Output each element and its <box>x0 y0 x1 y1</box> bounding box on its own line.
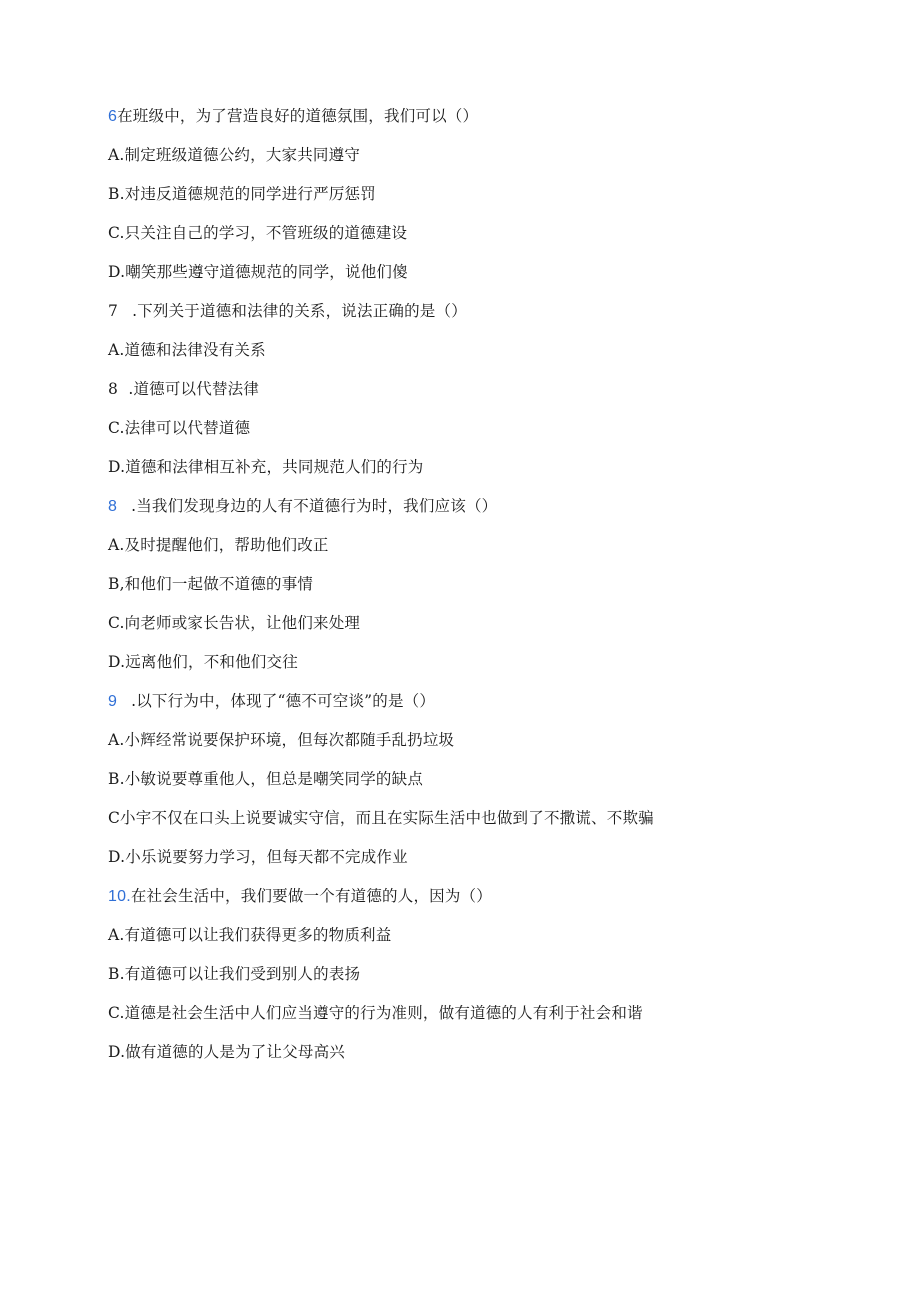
question-stem <box>108 492 808 531</box>
option-d: D.远离他们，不和他们交往 <box>108 653 298 671</box>
question-number: 6 <box>108 108 118 125</box>
question-number: 7 <box>108 302 119 320</box>
question-text: 在社会生活中，我们要做一个有道德的人，因为（） <box>130 887 492 905</box>
question-text: .下列关于道德和法律的关系，说法正确的是（） <box>132 302 467 320</box>
option-c: C小宇不仅在口头上说要诚实守信，而且在实际生活中也做到了不撒谎、不欺骗 <box>108 809 654 827</box>
option-a: A.及时提醒他们，帮助他们改正 <box>108 536 329 554</box>
question-text: .当我们发现身边的人有不道德行为时，我们应该（） <box>131 497 498 515</box>
option-b: B.小敏说要尊重他人，但总是嘲笑同学的缺点 <box>108 770 424 788</box>
option-d: D.小乐说要努力学习，但每天都不完成作业 <box>108 848 408 866</box>
option-b: 8 .道德可以代替法律 <box>108 380 260 398</box>
question-number: 9 <box>108 693 118 710</box>
option-d: D.嘲笑那些遵守道德规范的同学，说他们傻 <box>108 263 408 281</box>
option-d: D.道德和法律相互补充，共同规范人们的行为 <box>108 458 424 476</box>
option-c: C.法律可以代替道德 <box>108 419 251 437</box>
option-b: B.对违反道德规范的同学进行严厉惩罚 <box>108 185 376 203</box>
option-c: C.向老师或家长告状，让他们来处理 <box>108 614 361 632</box>
question-stem <box>108 687 808 726</box>
option-b: B.有道德可以让我们受到别人的表扬 <box>108 965 361 983</box>
option-a: A.小辉经常说要保护环境，但每次都随手乱扔垃圾 <box>108 731 455 749</box>
question-text: 在班级中，为了营造良好的道德氛围，我们可以（） <box>117 107 479 125</box>
question-number: 8 <box>108 498 118 515</box>
question-stem <box>108 882 808 921</box>
question-stem <box>108 102 808 141</box>
option-a: A.道德和法律没有关系 <box>108 341 266 359</box>
option-d: D.做有道德的人是为了让父母高兴 <box>108 1043 346 1061</box>
option-a: A.有道德可以让我们获得更多的物质利益 <box>108 926 392 944</box>
question-text: .以下行为中，体现了“德不可空谈”的是（） <box>131 692 436 710</box>
option-c: C.只关注自己的学习，不管班级的道德建设 <box>108 224 408 242</box>
question-sheet <box>108 102 808 1077</box>
question-stem <box>108 297 808 336</box>
question-number: 10. <box>108 888 131 905</box>
option-a: A.制定班级道德公约，大家共同遵守 <box>108 146 361 164</box>
option-c: C.道德是社会生活中人们应当遵守的行为准则，做有道德的人有利于社会和谐 <box>108 1004 643 1022</box>
option-b: B,和他们一起做不道德的事情 <box>108 575 314 593</box>
